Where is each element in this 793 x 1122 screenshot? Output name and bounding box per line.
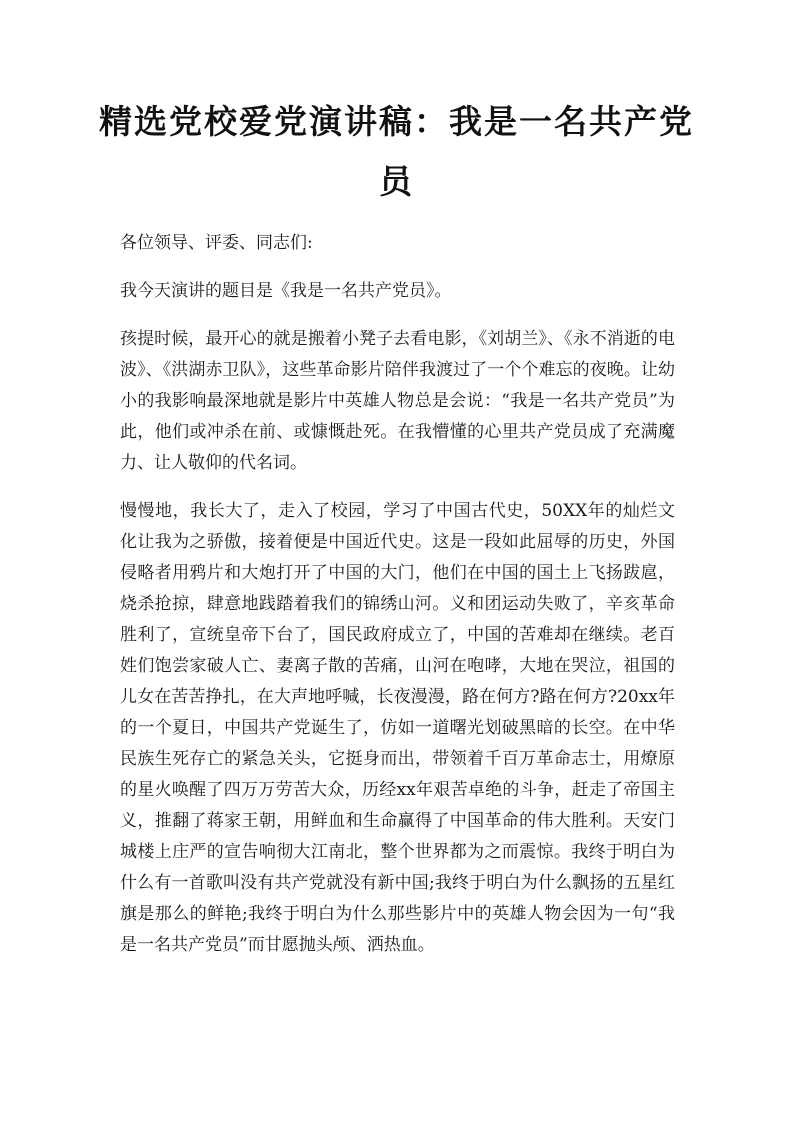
document-title: 精选党校爱党演讲稿：我是一名共产党员 [99,102,694,201]
topic-paragraph: 我今天演讲的题目是《我是一名共产党员》。 [120,281,452,301]
childhood-paragraph: 孩提时候，最开心的就是搬着小凳子去看电影，《刘胡兰》、《永不消逝的电波》、《洪湖赤卫队》，这些革命影片陪伴我渡过了一个个难忘的夜晚。让幼小的我影响最深地就是影片中英雄人物总是会说：“我是一名共产党员”为此，他们或冲杀在前、或慷慨赴死。在我懵懂的心里共产党员成了充满魔力、让人敬仰的代名词。 [120,329,675,473]
history-paragraph: 慢慢地，我长大了，走入了校园，学习了中国古代史，50XX年的灿烂文化让我为之骄傲，接着便是中国近代史。这是一段如此屈辱的历史，外国侵略者用鸦片和大炮打开了中国的大门，他们在中国的国土上飞扬跋扈，烧杀抢掠，肆意地践踏着我们的锦绣山河。义和团运动失败了，辛亥革命胜利了，宣统皇帝下台了，国民政府成立了，中国的苦难却在继续。老百姓们饱尝家破人亡、妻离子散的苦痛，山河在咆哮，大地在哭泣，祖国的儿女在苦苦挣扎，在大声地呼喊，长夜漫漫，路在何方?路在何方?20xx年的一个夏日，中国共产党诞生了，仿如一道曙光划破黑暗的长空。在中华民族生死存亡的紧急关头，它挺身而出，带领着千百万革命志士，用燎原的星火唤醒了四万万劳苦大众，历经xx年艰苦卓绝的斗争，赶走了帝国主义，推翻了蒋家王朝，用鲜血和生命赢得了中国革命的伟大胜利。天安门城楼上庄严的宣告响彻大江南北，整个世界都为之而震惊。我终于明白为什么有一首歌叫没有共产党就没有新中国;我终于明白为什么飘扬的五星红旗是那么的鲜艳;我终于明白为什么那些影片中的英雄人物会因为一句“我是一名共产党员”而甘愿抛头颅、洒热血。 [120,501,675,955]
salutation-paragraph: 各位领导、评委、同志们: [120,233,313,253]
document-body [120,228,675,978]
